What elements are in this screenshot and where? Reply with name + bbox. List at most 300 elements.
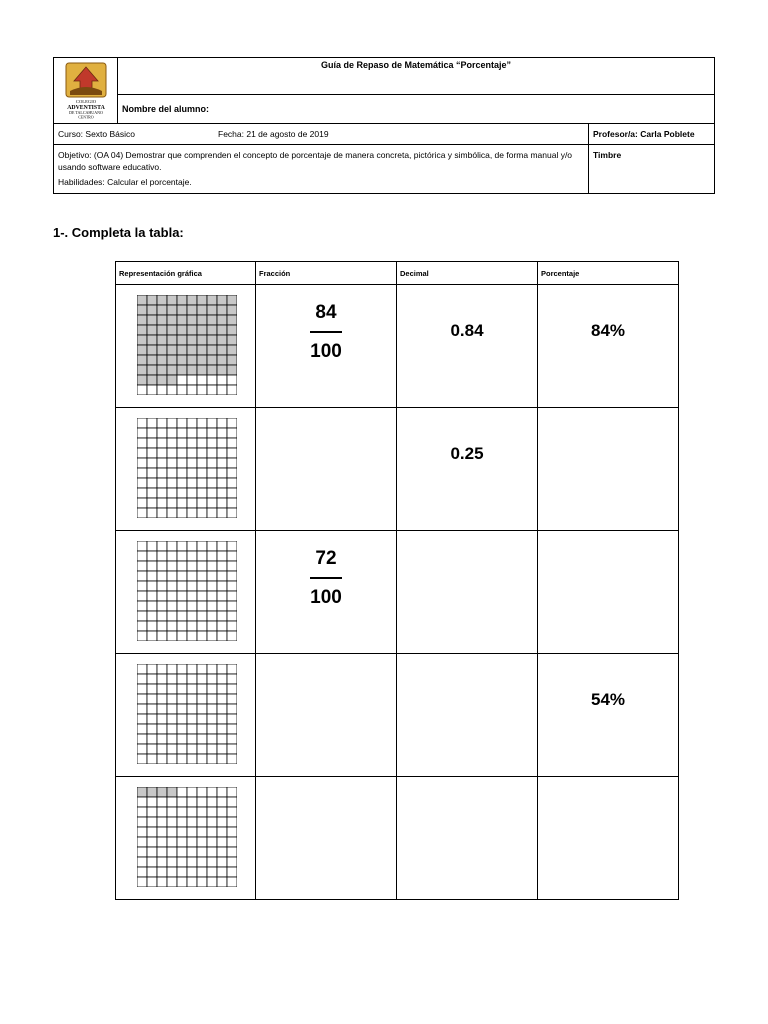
grid-square-shaded: [197, 295, 207, 305]
grid-square-shaded: [217, 345, 227, 355]
grid-square-shaded: [207, 325, 217, 335]
grid-square: [217, 551, 227, 561]
grid-square: [177, 428, 187, 438]
grid-square: [137, 478, 147, 488]
grid-square: [207, 684, 217, 694]
fraction-cell[interactable]: [256, 531, 397, 654]
grid-square: [157, 571, 167, 581]
col-header-decimal: Decimal: [397, 262, 538, 285]
grid-square: [137, 744, 147, 754]
grid-square: [197, 694, 207, 704]
grid-square: [137, 807, 147, 817]
grid-square-shaded: [147, 787, 157, 797]
grid-square: [177, 541, 187, 551]
grid-square: [217, 508, 227, 518]
grid-square: [157, 797, 167, 807]
grid-square: [167, 724, 177, 734]
grid-square: [217, 458, 227, 468]
grid-square: [207, 478, 217, 488]
grid-square: [157, 631, 167, 641]
grid-square: [227, 551, 237, 561]
grid-square: [177, 385, 187, 395]
grid-square: [197, 807, 207, 817]
grid-square: [187, 817, 197, 827]
grid-square: [227, 448, 237, 458]
grid-square: [187, 694, 197, 704]
grid-square: [137, 714, 147, 724]
grid-square-shaded: [187, 305, 197, 315]
grid-square-shaded: [167, 315, 177, 325]
svg-text:CENTRO: CENTRO: [77, 115, 94, 119]
grid-square-shaded: [167, 305, 177, 315]
grid-square: [227, 385, 237, 395]
grid-square: [167, 581, 177, 591]
grid-square: [157, 857, 167, 867]
grid-square-shaded: [137, 335, 147, 345]
grid-square: [187, 827, 197, 837]
percent-cell[interactable]: [538, 408, 679, 531]
grid-square: [137, 571, 147, 581]
grid-square: [207, 561, 217, 571]
grid-square: [217, 418, 227, 428]
grid-square-shaded: [177, 365, 187, 375]
grid-square: [177, 561, 187, 571]
percent-cell[interactable]: [538, 531, 679, 654]
grid-square: [167, 468, 177, 478]
grid-square: [207, 704, 217, 714]
grid-square: [197, 448, 207, 458]
grid-square-shaded: [177, 305, 187, 315]
grid-square: [217, 754, 227, 764]
grid-square: [137, 438, 147, 448]
grid-square-shaded: [167, 295, 177, 305]
grid-square: [157, 418, 167, 428]
graphic-cell: [116, 777, 256, 900]
grid-square: [177, 857, 187, 867]
grid-square: [177, 448, 187, 458]
decimal-cell[interactable]: [397, 408, 538, 531]
stamp-cell: Timbre: [588, 145, 714, 194]
grid-square: [177, 704, 187, 714]
grid-square: [157, 561, 167, 571]
grid-square: [177, 787, 187, 797]
grid-square: [217, 704, 227, 714]
grid-square-shaded: [157, 325, 167, 335]
fraction-cell[interactable]: [256, 654, 397, 777]
grid-square: [177, 714, 187, 724]
decimal-cell[interactable]: [397, 531, 538, 654]
grid-square: [157, 877, 167, 887]
grid-square: [137, 458, 147, 468]
grid-square: [217, 498, 227, 508]
grid-square-shaded: [167, 365, 177, 375]
grid-square: [217, 827, 227, 837]
grid-square: [147, 561, 157, 571]
grid-square: [207, 541, 217, 551]
grid-square: [217, 817, 227, 827]
fraction-denominator: 100: [310, 587, 342, 608]
grid-square: [147, 847, 157, 857]
decimal-cell[interactable]: [397, 777, 538, 900]
grid-square: [157, 674, 167, 684]
grid-square: [227, 561, 237, 571]
grid-square: [197, 744, 207, 754]
grid-square: [187, 684, 197, 694]
table-row: [116, 285, 679, 408]
grid-square: [137, 797, 147, 807]
grid-square: [207, 754, 217, 764]
grid-square: [177, 551, 187, 561]
grid-square: [187, 734, 197, 744]
grid-square: [227, 724, 237, 734]
grid-square: [187, 508, 197, 518]
decimal-cell[interactable]: [397, 654, 538, 777]
grid-square: [147, 837, 157, 847]
grid-square-shaded: [217, 295, 227, 305]
fraction-cell[interactable]: [256, 777, 397, 900]
grid-square: [187, 877, 197, 887]
grid-square: [227, 827, 237, 837]
grid-square: [137, 428, 147, 438]
grid-square: [167, 508, 177, 518]
grid-square-shaded: [217, 355, 227, 365]
grid-square: [197, 488, 207, 498]
grid-square: [167, 694, 177, 704]
grid-square: [197, 438, 207, 448]
grid-square: [137, 754, 147, 764]
grid-square-shaded: [147, 325, 157, 335]
grid-square: [197, 857, 207, 867]
grid-square: [177, 508, 187, 518]
grid-square: [147, 541, 157, 551]
table-row: [116, 531, 679, 654]
grid-square: [167, 734, 177, 744]
grid-square: [227, 438, 237, 448]
grid-square: [177, 478, 187, 488]
grid-square: [217, 621, 227, 631]
grid-square: [147, 744, 157, 754]
grid-square: [187, 787, 197, 797]
grid-square-shaded: [187, 355, 197, 365]
grid-square: [147, 694, 157, 704]
grid-square: [157, 468, 167, 478]
grid-square: [207, 488, 217, 498]
grid-square-shaded: [157, 295, 167, 305]
grid-square: [157, 591, 167, 601]
grid-square: [207, 468, 217, 478]
grid-square: [187, 551, 197, 561]
grid-square: [197, 724, 207, 734]
grid-square: [137, 827, 147, 837]
grid-square: [157, 541, 167, 551]
grid-square: [227, 488, 237, 498]
grid-square: [147, 498, 157, 508]
grid-square: [197, 498, 207, 508]
grid-square: [147, 734, 157, 744]
grid-square: [147, 857, 157, 867]
grid-square: [227, 591, 237, 601]
grid-square: [217, 664, 227, 674]
grid-square: [197, 601, 207, 611]
grid-square-shaded: [197, 365, 207, 375]
grid-square: [157, 867, 167, 877]
grid-square-shaded: [157, 787, 167, 797]
grid-square-shaded: [137, 787, 147, 797]
grid-square-shaded: [207, 305, 217, 315]
grid-square: [217, 857, 227, 867]
grid-square: [147, 877, 157, 887]
grid-square: [197, 877, 207, 887]
grid-square-shaded: [227, 335, 237, 345]
grid-square: [147, 508, 157, 518]
grid-square: [157, 744, 167, 754]
grid-square: [227, 684, 237, 694]
grid-square: [187, 591, 197, 601]
grid-square: [197, 714, 207, 724]
percent-cell[interactable]: [538, 777, 679, 900]
grid-square: [207, 827, 217, 837]
grid-square: [137, 498, 147, 508]
grid-square: [187, 601, 197, 611]
grid-square: [157, 428, 167, 438]
grid-square-shaded: [167, 355, 177, 365]
grid-square: [217, 581, 227, 591]
grid-square-shaded: [227, 315, 237, 325]
grid-square: [147, 827, 157, 837]
decimal-value: 0.25: [450, 444, 484, 463]
grid-square: [217, 428, 227, 438]
grid-square: [157, 488, 167, 498]
header-table: [53, 57, 715, 194]
grid-square: [197, 837, 207, 847]
hundred-grid: [137, 664, 237, 764]
grid-square-shaded: [147, 295, 157, 305]
decimal-value: 0.84: [450, 321, 484, 340]
grid-square: [147, 478, 157, 488]
svg-text:ADVENTISTA: ADVENTISTA: [66, 104, 105, 111]
grid-square: [197, 551, 207, 561]
grid-square: [167, 664, 177, 674]
grid-square: [227, 498, 237, 508]
grid-square: [207, 847, 217, 857]
grid-square: [187, 571, 197, 581]
grid-square: [197, 561, 207, 571]
grid-square: [227, 867, 237, 877]
grid-square-shaded: [167, 375, 177, 385]
grid-square: [157, 684, 167, 694]
grid-square: [197, 458, 207, 468]
grid-square: [197, 385, 207, 395]
grid-square-shaded: [207, 345, 217, 355]
grid-square: [157, 704, 167, 714]
student-name-field[interactable]: Nombre del alumno:: [118, 95, 715, 124]
grid-square: [177, 754, 187, 764]
grid-square: [197, 754, 207, 764]
grid-square: [137, 581, 147, 591]
grid-square: [157, 551, 167, 561]
grid-square-shaded: [177, 355, 187, 365]
grid-square: [177, 837, 187, 847]
grid-square: [197, 541, 207, 551]
course-date-cell: [54, 124, 589, 145]
grid-square: [197, 428, 207, 438]
grid-square: [167, 478, 177, 488]
grid-square: [147, 867, 157, 877]
grid-square-shaded: [227, 305, 237, 315]
grid-square: [177, 694, 187, 704]
grid-square: [167, 817, 177, 827]
col-header-fraction: Fracción: [256, 262, 397, 285]
grid-square: [207, 664, 217, 674]
grid-square: [147, 797, 157, 807]
grid-square-shaded: [227, 345, 237, 355]
grid-square: [207, 857, 217, 867]
school-logo-icon: [58, 61, 114, 119]
percent-cell[interactable]: [538, 654, 679, 777]
grid-square: [167, 458, 177, 468]
grid-square-shaded: [197, 305, 207, 315]
grid-square: [137, 694, 147, 704]
grid-square-shaded: [147, 365, 157, 375]
grid-square: [167, 541, 177, 551]
table-row: [116, 408, 679, 531]
grid-square: [167, 591, 177, 601]
fraction-numerator: 72: [315, 548, 337, 569]
grid-square: [137, 817, 147, 827]
grid-square-shaded: [187, 295, 197, 305]
grid-square-shaded: [137, 355, 147, 365]
grid-square: [177, 631, 187, 641]
grid-square: [167, 867, 177, 877]
grid-square: [167, 448, 177, 458]
grid-square-shaded: [197, 325, 207, 335]
grid-square: [137, 857, 147, 867]
grid-square-shaded: [157, 355, 167, 365]
grid-square-shaded: [137, 375, 147, 385]
grid-square: [177, 744, 187, 754]
grid-square-shaded: [147, 355, 157, 365]
grid-square: [197, 375, 207, 385]
grid-square: [157, 714, 167, 724]
grid-square: [217, 674, 227, 684]
grid-square: [147, 704, 157, 714]
grid-square: [147, 684, 157, 694]
grid-square: [217, 488, 227, 498]
grid-square: [217, 877, 227, 887]
grid-square: [147, 611, 157, 621]
fraction: [256, 547, 396, 609]
grid-square-shaded: [207, 365, 217, 375]
grid-square: [167, 385, 177, 395]
grid-square: [227, 754, 237, 764]
graphic-cell: [116, 654, 256, 777]
fraction-cell[interactable]: [256, 285, 397, 408]
fraction-bar: [310, 331, 342, 333]
grid-square-shaded: [207, 335, 217, 345]
grid-square: [167, 418, 177, 428]
col-header-percent: Porcentaje: [538, 262, 679, 285]
fraction-bar: [310, 577, 342, 579]
grid-square: [167, 877, 177, 887]
grid-square: [187, 478, 197, 488]
grid-square: [177, 827, 187, 837]
grid-square: [157, 694, 167, 704]
grid-square: [197, 571, 207, 581]
grid-square-shaded: [147, 375, 157, 385]
grid-square: [227, 541, 237, 551]
grid-square: [147, 601, 157, 611]
grid-square: [227, 674, 237, 684]
grid-square: [197, 664, 207, 674]
grid-square: [167, 744, 177, 754]
grid-square: [207, 787, 217, 797]
school-logo: [54, 58, 118, 124]
grid-square: [187, 541, 197, 551]
grid-square-shaded: [157, 315, 167, 325]
grid-square: [177, 418, 187, 428]
grid-square: [227, 428, 237, 438]
grid-square: [167, 857, 177, 867]
grid-square: [137, 385, 147, 395]
grid-square-shaded: [187, 345, 197, 355]
grid-square: [187, 458, 197, 468]
grid-square: [147, 714, 157, 724]
grid-square: [147, 807, 157, 817]
grid-square: [177, 817, 187, 827]
grid-square: [177, 734, 187, 744]
grid-square: [187, 385, 197, 395]
grid-square: [197, 817, 207, 827]
grid-square: [177, 601, 187, 611]
percent-cell[interactable]: [538, 285, 679, 408]
grid-square: [137, 418, 147, 428]
percent-value: 54%: [590, 690, 626, 709]
grid-square-shaded: [177, 315, 187, 325]
grid-square: [177, 807, 187, 817]
grid-square: [167, 837, 177, 847]
grid-square: [187, 807, 197, 817]
grid-square: [187, 581, 197, 591]
grid-square: [217, 837, 227, 847]
grid-square: [207, 375, 217, 385]
grid-square: [137, 867, 147, 877]
fraction: [256, 301, 396, 363]
grid-square: [207, 714, 217, 724]
grid-square: [147, 817, 157, 827]
grid-square-shaded: [197, 335, 207, 345]
grid-square: [217, 694, 227, 704]
grid-square: [167, 684, 177, 694]
grid-square: [147, 551, 157, 561]
question-title: 1-. Completa la tabla:: [53, 225, 184, 240]
grid-square: [187, 797, 197, 807]
grid-square: [207, 631, 217, 641]
grid-square: [227, 837, 237, 847]
grid-square-shaded: [217, 325, 227, 335]
grid-square: [157, 754, 167, 764]
grid-square: [187, 418, 197, 428]
fraction-cell[interactable]: [256, 408, 397, 531]
decimal-cell[interactable]: [397, 285, 538, 408]
grid-square: [227, 714, 237, 724]
grid-square: [217, 734, 227, 744]
grid-square: [167, 631, 177, 641]
grid-square: [217, 714, 227, 724]
hundred-grid: [137, 295, 237, 395]
grid-square: [197, 867, 207, 877]
grid-square: [227, 817, 237, 827]
grid-square: [187, 837, 197, 847]
